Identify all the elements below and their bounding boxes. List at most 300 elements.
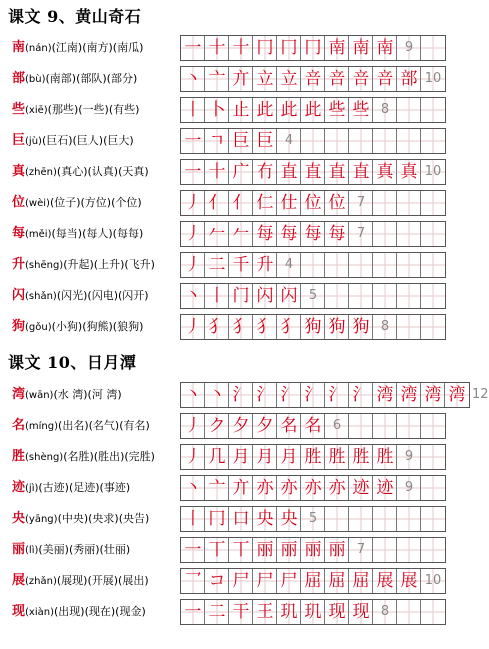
grid-cell xyxy=(181,67,205,91)
stroke-step: 此 xyxy=(280,100,298,120)
grid-cell xyxy=(397,36,421,60)
grid-cell xyxy=(421,315,445,339)
grid-cell xyxy=(373,67,397,91)
character-row xyxy=(0,568,479,594)
grid-cell xyxy=(181,414,205,438)
stroke-step: 迹 xyxy=(376,478,394,498)
example-words: (美丽)(秀丽)(壮丽) xyxy=(38,543,131,556)
grid-cell xyxy=(325,36,349,60)
stroke-step: 咅 xyxy=(328,69,346,89)
grid-cell xyxy=(229,383,253,407)
character-row xyxy=(0,283,479,309)
grid-cell xyxy=(373,222,397,246)
stroke-step: 直 xyxy=(304,162,322,182)
stroke-count: 7 xyxy=(356,542,366,557)
row-label xyxy=(12,252,155,278)
row-label xyxy=(12,444,155,470)
grid-cell xyxy=(373,315,397,339)
grid-cell xyxy=(397,315,421,339)
stroke-step: 南 xyxy=(376,38,394,58)
grid-cell xyxy=(349,191,373,215)
grid-cell xyxy=(397,129,421,153)
grid-cell xyxy=(253,191,277,215)
character-row xyxy=(0,190,479,216)
target-character: 闪 xyxy=(12,288,26,303)
grid-cell xyxy=(325,507,349,531)
grid-cell xyxy=(421,383,445,407)
character-row xyxy=(0,444,479,470)
stroke-step: 闪 xyxy=(256,286,274,306)
stroke-grid xyxy=(180,475,446,501)
target-character: 狗 xyxy=(12,319,26,334)
stroke-step: 亦 xyxy=(304,478,322,498)
row-label xyxy=(12,506,149,532)
character-row xyxy=(0,159,479,185)
grid-cell xyxy=(421,36,445,60)
stroke-step: 干 xyxy=(232,602,250,622)
stroke-count: 8 xyxy=(380,102,390,117)
pinyin: (gǒu) xyxy=(25,322,52,333)
stroke-step: 口 xyxy=(232,509,250,529)
stroke-step: 胜 xyxy=(328,447,346,467)
grid-cell xyxy=(421,160,445,184)
grid-cell xyxy=(181,476,205,500)
stroke-step: 每 xyxy=(256,224,274,244)
example-words: (古迹)(足迹)(事迹) xyxy=(38,481,131,494)
stroke-step: 丿 xyxy=(184,447,202,467)
target-character: 些 xyxy=(12,102,26,117)
grid-cell xyxy=(205,67,229,91)
stroke-step: コ xyxy=(208,571,226,591)
grid-cell xyxy=(421,253,445,277)
stroke-step: 亠 xyxy=(208,478,226,498)
grid-cell xyxy=(397,414,421,438)
stroke-step: 犭 xyxy=(256,317,274,337)
stroke-step: 丅 xyxy=(208,540,226,560)
example-words: (南部)(部队)(部分) xyxy=(45,72,138,85)
stroke-step: 冂 xyxy=(256,38,274,58)
stroke-step: 丶 xyxy=(184,69,202,89)
stroke-count: 6 xyxy=(332,418,342,433)
stroke-step: 位 xyxy=(304,193,322,213)
grid-cell xyxy=(373,507,397,531)
grid-cell xyxy=(205,538,229,562)
grid-cell xyxy=(397,538,421,562)
stroke-grid xyxy=(180,97,446,123)
grid-cell xyxy=(181,445,205,469)
grid-cell xyxy=(229,569,253,593)
stroke-step: 每 xyxy=(280,224,298,244)
pinyin: (bù) xyxy=(25,74,46,85)
grid-cell xyxy=(205,160,229,184)
stroke-count: 8 xyxy=(380,319,390,334)
grid-cell xyxy=(397,445,421,469)
stroke-step: 胜 xyxy=(352,447,370,467)
grid-cell xyxy=(325,222,349,246)
stroke-step: 夕 xyxy=(256,416,274,436)
grid-cell xyxy=(325,315,349,339)
grid-cell xyxy=(301,476,325,500)
grid-cell xyxy=(229,67,253,91)
stroke-grid xyxy=(180,444,446,470)
grid-cell xyxy=(301,445,325,469)
stroke-step: 止 xyxy=(232,100,250,120)
stroke-step: 屈 xyxy=(304,571,322,591)
stroke-step: 犭 xyxy=(208,317,226,337)
grid-cell xyxy=(373,600,397,624)
stroke-step: 一 xyxy=(184,602,202,622)
stroke-step: 胜 xyxy=(376,447,394,467)
stroke-step: 十 xyxy=(232,38,250,58)
stroke-step: 直 xyxy=(328,162,346,182)
stroke-step: 迹 xyxy=(352,478,370,498)
grid-cell xyxy=(349,414,373,438)
grid-cell xyxy=(277,445,301,469)
example-words: (江南)(南方)(南瓜) xyxy=(51,41,144,54)
grid-cell xyxy=(373,129,397,153)
stroke-step: 氵 xyxy=(256,385,274,405)
stroke-step: 湾 xyxy=(400,385,418,405)
grid-cell xyxy=(325,67,349,91)
grid-cell xyxy=(229,36,253,60)
grid-cell xyxy=(181,191,205,215)
stroke-step: 闪 xyxy=(280,286,298,306)
stroke-step: 咅 xyxy=(304,69,322,89)
example-words: (位子)(方位)(个位) xyxy=(49,196,142,209)
grid-cell xyxy=(349,160,373,184)
example-words: (名胜)(胜出)(完胜) xyxy=(63,450,155,463)
stroke-step: 𠂉 xyxy=(208,224,226,244)
grid-cell xyxy=(349,98,373,122)
row-label xyxy=(12,66,137,92)
grid-cell xyxy=(397,476,421,500)
grid-cell xyxy=(229,315,253,339)
grid-cell xyxy=(397,284,421,308)
stroke-step: 咅 xyxy=(352,69,370,89)
stroke-step: 尸 xyxy=(280,571,298,591)
grid-cell xyxy=(277,129,301,153)
grid-cell xyxy=(325,284,349,308)
grid-cell xyxy=(277,507,301,531)
grid-cell xyxy=(205,129,229,153)
grid-cell xyxy=(325,191,349,215)
grid-cell xyxy=(253,445,277,469)
grid-cell xyxy=(277,160,301,184)
row-label xyxy=(12,475,130,501)
stroke-step: 卜 xyxy=(208,100,226,120)
stroke-step: 几 xyxy=(208,447,226,467)
example-words: (闪光)(闪电)(闪开) xyxy=(56,289,149,302)
pinyin: (jì) xyxy=(25,483,39,494)
character-row xyxy=(0,35,479,61)
grid-cell xyxy=(181,129,205,153)
grid-cell xyxy=(373,383,397,407)
stroke-step: 亦 xyxy=(280,478,298,498)
grid-cell xyxy=(229,507,253,531)
stroke-step: 氵 xyxy=(280,385,298,405)
grid-cell xyxy=(301,507,325,531)
example-words: (出名)(名气)(有名) xyxy=(58,419,150,432)
grid-cell xyxy=(181,284,205,308)
grid-cell xyxy=(349,222,373,246)
grid-cell xyxy=(205,222,229,246)
stroke-step: 丽 xyxy=(304,540,322,560)
stroke-step: 月 xyxy=(256,447,274,467)
stroke-count: 7 xyxy=(356,195,366,210)
stroke-step: 乛 xyxy=(184,571,202,591)
stroke-step: 狗 xyxy=(328,317,346,337)
pinyin: (měi) xyxy=(25,229,52,240)
stroke-count: 9 xyxy=(404,449,414,464)
grid-cell xyxy=(205,600,229,624)
example-words: (小狗)(狗熊)(狼狗) xyxy=(51,320,144,333)
grid-cell xyxy=(229,191,253,215)
grid-cell xyxy=(373,445,397,469)
row-label xyxy=(12,190,142,216)
stroke-count: 10 xyxy=(424,71,442,86)
grid-cell xyxy=(205,507,229,531)
grid-cell xyxy=(205,569,229,593)
stroke-grid xyxy=(180,66,446,92)
target-character: 胜 xyxy=(12,449,26,464)
stroke-step: 仕 xyxy=(280,193,298,213)
stroke-step: 丶 xyxy=(184,385,202,405)
stroke-step: 些 xyxy=(328,100,346,120)
grid-cell xyxy=(397,67,421,91)
grid-cell xyxy=(277,600,301,624)
stroke-count: 5 xyxy=(308,511,318,526)
grid-cell xyxy=(373,538,397,562)
stroke-step: 咅 xyxy=(376,69,394,89)
target-character: 升 xyxy=(12,257,26,272)
grid-cell xyxy=(277,67,301,91)
grid-cell xyxy=(373,284,397,308)
stroke-grid xyxy=(180,283,446,309)
stroke-step: 月 xyxy=(232,447,250,467)
grid-cell xyxy=(277,191,301,215)
pinyin: (shēng) xyxy=(25,260,64,271)
stroke-step: 冂 xyxy=(304,38,322,58)
grid-cell xyxy=(205,414,229,438)
grid-cell xyxy=(229,98,253,122)
grid-cell xyxy=(397,507,421,531)
stroke-grid xyxy=(180,190,446,216)
grid-cell xyxy=(325,383,349,407)
grid-cell xyxy=(349,476,373,500)
stroke-step: 丨 xyxy=(184,509,202,529)
pinyin: (wān) xyxy=(25,390,54,401)
character-row xyxy=(0,537,479,563)
stroke-step: 仁 xyxy=(256,193,274,213)
grid-cell xyxy=(181,507,205,531)
grid-cell xyxy=(445,383,469,407)
target-character: 巨 xyxy=(12,133,26,148)
grid-cell xyxy=(253,67,277,91)
stroke-step: 一 xyxy=(184,162,202,182)
stroke-step: 一 xyxy=(184,38,202,58)
stroke-grid xyxy=(180,568,446,594)
stroke-count: 9 xyxy=(404,480,414,495)
grid-cell xyxy=(205,284,229,308)
grid-cell xyxy=(205,315,229,339)
grid-cell xyxy=(301,253,325,277)
grid-cell xyxy=(229,600,253,624)
stroke-step: 真 xyxy=(400,162,418,182)
pinyin: (shǎn) xyxy=(25,291,57,302)
stroke-step: 广 xyxy=(232,162,250,182)
stroke-step: 现 xyxy=(352,602,370,622)
character-row xyxy=(0,475,479,501)
stroke-grid xyxy=(180,382,470,408)
character-row xyxy=(0,221,479,247)
grid-cell xyxy=(397,191,421,215)
row-label xyxy=(12,159,149,185)
stroke-step: 些 xyxy=(352,100,370,120)
character-row xyxy=(0,252,479,278)
grid-cell xyxy=(325,476,349,500)
grid-cell xyxy=(373,414,397,438)
stroke-count: 9 xyxy=(404,40,414,55)
stroke-step: 玑 xyxy=(304,602,322,622)
grid-cell xyxy=(253,507,277,531)
grid-cell xyxy=(325,253,349,277)
target-character: 名 xyxy=(12,418,26,433)
stroke-step: 冂 xyxy=(280,38,298,58)
stroke-step: 氵 xyxy=(232,385,250,405)
target-character: 现 xyxy=(12,604,26,619)
stroke-step: 部 xyxy=(400,69,418,89)
stroke-step: 氵 xyxy=(328,385,346,405)
grid-cell xyxy=(277,36,301,60)
grid-cell xyxy=(421,98,445,122)
stroke-step: 直 xyxy=(280,162,298,182)
grid-cell xyxy=(349,538,373,562)
stroke-step: 南 xyxy=(352,38,370,58)
stroke-step: 尸 xyxy=(232,571,250,591)
stroke-step: 胜 xyxy=(304,447,322,467)
stroke-step: 玑 xyxy=(280,602,298,622)
grid-cell xyxy=(373,569,397,593)
grid-cell xyxy=(373,36,397,60)
grid-cell xyxy=(277,383,301,407)
stroke-step: 月 xyxy=(280,447,298,467)
target-character: 真 xyxy=(12,164,26,179)
target-character: 南 xyxy=(12,40,26,55)
row-label xyxy=(12,537,130,563)
grid-cell xyxy=(421,476,445,500)
grid-cell xyxy=(229,222,253,246)
target-character: 展 xyxy=(12,573,26,588)
stroke-step: 丽 xyxy=(280,540,298,560)
row-label xyxy=(12,97,139,123)
stroke-step: 丅 xyxy=(232,540,250,560)
stroke-step: 一 xyxy=(184,540,202,560)
grid-cell xyxy=(181,98,205,122)
target-character: 丽 xyxy=(12,542,26,557)
stroke-step: 氵 xyxy=(352,385,370,405)
grid-cell xyxy=(205,253,229,277)
stroke-count: 4 xyxy=(284,133,294,148)
stroke-step: 丿 xyxy=(184,224,202,244)
pinyin: (míng) xyxy=(25,421,59,432)
stroke-step: 展 xyxy=(376,571,394,591)
grid-cell xyxy=(301,600,325,624)
example-words: (出现)(现在)(现金) xyxy=(53,605,146,618)
stroke-step: 亦 xyxy=(328,478,346,498)
grid-cell xyxy=(253,129,277,153)
grid-cell xyxy=(301,284,325,308)
grid-cell xyxy=(253,569,277,593)
grid-cell xyxy=(421,507,445,531)
stroke-step: 屈 xyxy=(352,571,370,591)
example-words: (中央)(央求)(央告) xyxy=(57,512,150,525)
grid-cell xyxy=(277,222,301,246)
stroke-step: 王 xyxy=(256,602,274,622)
grid-cell xyxy=(181,36,205,60)
example-words: (每当)(每人)(每每) xyxy=(51,227,144,240)
grid-cell xyxy=(349,507,373,531)
grid-cell xyxy=(397,160,421,184)
grid-cell xyxy=(373,253,397,277)
grid-cell xyxy=(253,383,277,407)
grid-cell xyxy=(301,569,325,593)
grid-cell xyxy=(397,98,421,122)
grid-cell xyxy=(181,600,205,624)
stroke-grid xyxy=(180,128,446,154)
grid-cell xyxy=(325,569,349,593)
stroke-step: 每 xyxy=(304,224,322,244)
grid-cell xyxy=(181,538,205,562)
grid-cell xyxy=(181,383,205,407)
grid-cell xyxy=(229,129,253,153)
target-character: 湾 xyxy=(12,387,26,402)
pinyin: (lì) xyxy=(25,545,39,556)
grid-cell xyxy=(349,129,373,153)
grid-cell xyxy=(277,569,301,593)
pinyin: (wèi) xyxy=(25,198,50,209)
section-title: 课文 10、日月潭 xyxy=(8,353,137,372)
grid-cell xyxy=(397,600,421,624)
grid-cell xyxy=(253,476,277,500)
stroke-step: 巨 xyxy=(256,131,274,151)
stroke-step: 丿 xyxy=(184,193,202,213)
grid-cell xyxy=(205,191,229,215)
stroke-step: 亣 xyxy=(232,478,250,498)
stroke-step: 二 xyxy=(208,602,226,622)
grid-cell xyxy=(325,160,349,184)
grid-cell xyxy=(421,222,445,246)
grid-cell xyxy=(205,445,229,469)
section-title: 课文 9、黄山奇石 xyxy=(8,7,142,26)
grid-cell xyxy=(229,160,253,184)
stroke-step: 丨 xyxy=(208,286,226,306)
grid-cell xyxy=(373,191,397,215)
grid-cell xyxy=(253,315,277,339)
stroke-step: 南 xyxy=(328,38,346,58)
stroke-step: 丨 xyxy=(184,100,202,120)
example-words: (展现)(开展)(展出) xyxy=(56,574,149,587)
grid-cell xyxy=(277,476,301,500)
grid-cell xyxy=(325,129,349,153)
stroke-step: 𠂉 xyxy=(232,224,250,244)
grid-cell xyxy=(373,160,397,184)
row-label xyxy=(12,413,150,439)
grid-cell xyxy=(349,569,373,593)
grid-cell xyxy=(205,98,229,122)
stroke-step: 尸 xyxy=(256,571,274,591)
stroke-step: 犭 xyxy=(232,317,250,337)
stroke-step: 丶 xyxy=(184,286,202,306)
